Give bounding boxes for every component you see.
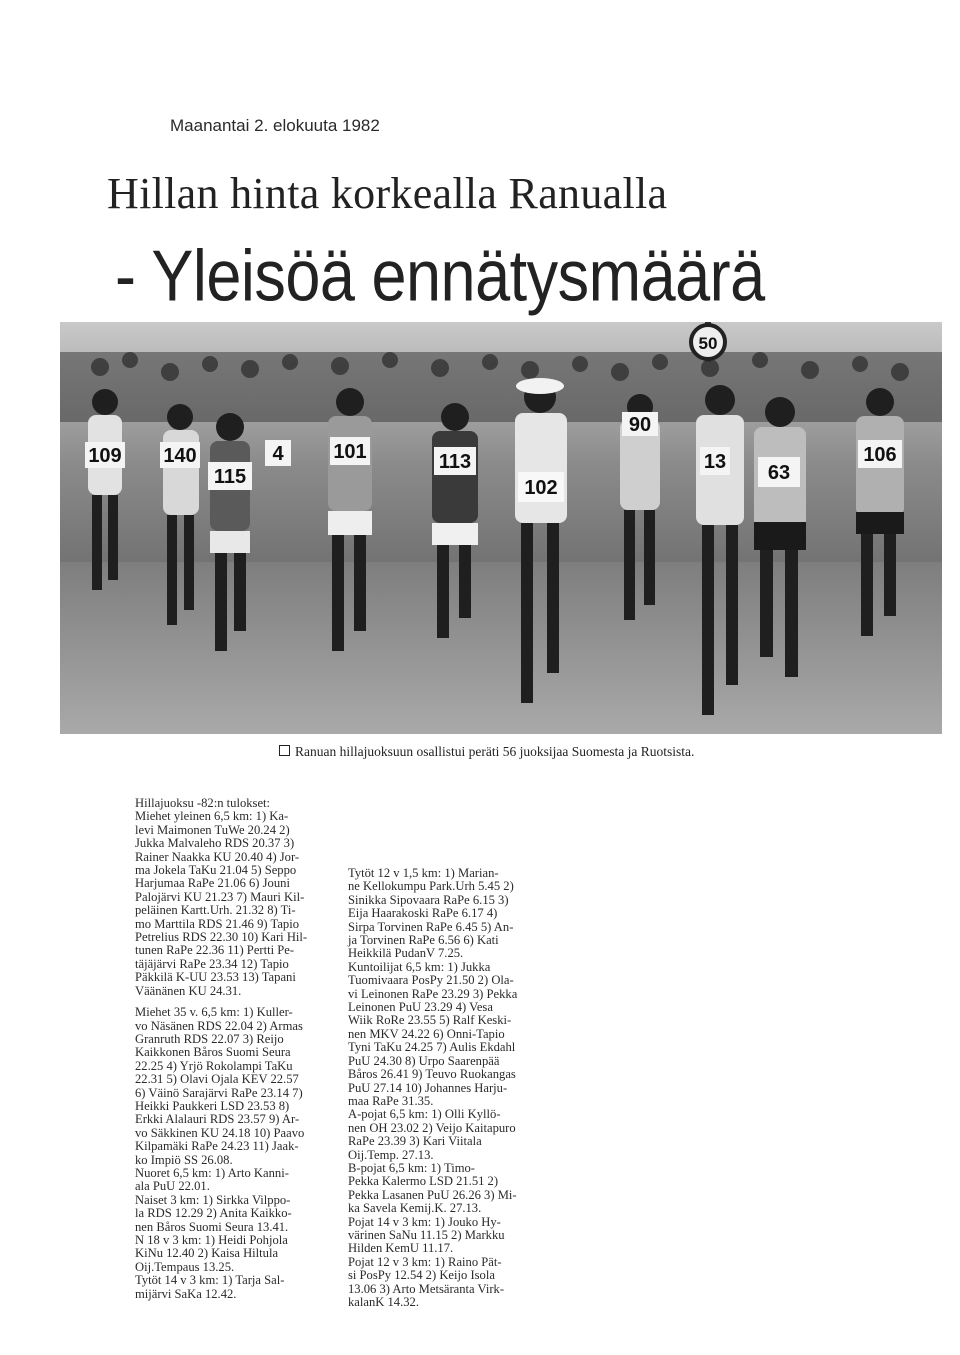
results-line: Harjumaa RaPe 21.06 6) Jouni: [135, 876, 290, 891]
results-line: la RDS 12.29 2) Anita Kaikko-: [135, 1206, 292, 1221]
bib-113: 113: [438, 451, 472, 473]
dateline: Maanantai 2. elokuuta 1982: [170, 116, 380, 135]
bib-4: 4: [272, 443, 284, 465]
results-line: PuU 24.30 8) Urpo Saarenpää: [348, 1053, 500, 1068]
results-column-1: [135, 797, 307, 1301]
results-line: Hilden KemU 11.17.: [348, 1241, 454, 1256]
results-line: Kilpamäki RaPe 24.23 11) Jaak-: [135, 1139, 299, 1154]
results-line: si PosPy 12.54 2) Keijo Isola: [348, 1268, 495, 1283]
results-line: Leinonen PuU 23.29 4) Vesa: [348, 1000, 493, 1015]
results-line: Miehet 35 v. 6,5 km: 1) Kuller-: [135, 1005, 293, 1020]
results-line: vo Näsänen RDS 22.04 2) Armas: [135, 1018, 303, 1033]
headline-sub: - Yleisöä ennätysmäärä: [115, 236, 765, 317]
bib-90: 90: [628, 414, 652, 436]
results-line: Jukka Malvaleho RDS 20.37 3): [135, 836, 295, 851]
photo-caption: [279, 744, 694, 760]
caption-text: Ranuan hillajuoksuun osallistui peräti 56 juoksijaa Suomesta ja Ruotsista.: [295, 744, 695, 759]
results-line: Palojärvi KU 21.23 7) Mauri Kil-: [135, 889, 305, 904]
bib-106: 106: [863, 444, 897, 466]
results-line: Rainer Naakka KU 20.40 4) Jor-: [135, 849, 300, 864]
results-line: täjäjärvi RaPe 23.34 12) Tapio: [135, 956, 289, 971]
race-photo: [60, 322, 942, 734]
results-line: värinen SaNu 11.15 2) Markku: [348, 1227, 505, 1242]
results-line: Väänänen KU 24.31.: [135, 983, 242, 998]
results-line: ne Kellokumpu Park.Urh 5.45 2): [348, 879, 514, 894]
results-line: Tytöt 12 v 1,5 km: 1) Marian-: [348, 866, 499, 880]
results-line: Naiset 3 km: 1) Sirkka Vilppo-: [135, 1192, 291, 1207]
results-line: ko Impiö SS 26.08.: [135, 1152, 233, 1167]
results-line: Eija Haarakoski RaPe 6.17 4): [348, 906, 498, 921]
results-line: nen MKV 24.22 6) Onni-Tapio: [348, 1026, 505, 1041]
results-line: PuU 27.14 10) Johannes Harju-: [348, 1080, 508, 1095]
results-line: peläinen Kartt.Urh. 21.32 8) Ti-: [135, 903, 296, 918]
results-line: Pojat 14 v 3 km: 1) Jouko Hy-: [348, 1214, 501, 1229]
bib-115: 115: [213, 466, 247, 488]
bib-13: 13: [703, 451, 727, 473]
results-line: Tytöt 14 v 3 km: 1) Tarja Sal-: [135, 1273, 285, 1288]
results-line: Tuomivaara PosPy 21.50 2) Ola-: [348, 973, 514, 988]
results-column-2: [348, 867, 517, 1309]
results-line: N 18 v 3 km: 1) Heidi Pohjola: [135, 1233, 288, 1247]
results-line: Pojat 12 v 3 km: 1) Raino Pät-: [348, 1254, 502, 1269]
results-line: ala PuU 22.01.: [135, 1179, 210, 1194]
results-line: Kuntoilijat 6,5 km: 1) Jukka: [348, 959, 491, 974]
results-line: KiNu 12.40 2) Kaisa Hiltula: [135, 1246, 279, 1261]
results-line: Sinikka Sipovaara RaPe 6.15 3): [348, 892, 509, 907]
results-line: Tyni TaKu 24.25 7) Aulis Ekdahl: [348, 1040, 516, 1055]
results-line: Erkki Alalauri RDS 23.57 9) Ar-: [135, 1112, 300, 1127]
speed-sign-label: 50: [698, 334, 718, 353]
results-line: Granruth RDS 22.07 3) Reijo: [135, 1031, 284, 1046]
bib-102: 102: [524, 477, 558, 499]
results-line: Petrelius RDS 22.30 10) Kari Hil-: [135, 930, 308, 945]
results-line: 22.25 4) Yrjö Rokolampi TaKu: [135, 1058, 293, 1073]
results-line: Päkkilä K-UU 23.53 13) Tapani: [135, 970, 296, 985]
results-line: kalanK 14.32.: [348, 1295, 419, 1309]
results-line: 13.06 3) Arto Metsäranta Virk-: [348, 1281, 505, 1296]
results-line: mo Marttila RDS 21.46 9) Tapio: [135, 916, 299, 931]
results-line: Heikkilä PudanV 7.25.: [348, 946, 464, 961]
results-line: Heikki Paukkeri LSD 23.53 8): [135, 1098, 290, 1113]
results-line: 22.31 5) Olavi Ojala KEV 22.57: [135, 1072, 299, 1087]
bib-101: 101: [333, 441, 367, 463]
results-line: ja Torvinen RaPe 6.56 6) Kati: [348, 933, 499, 948]
results-line: Oij.Temp. 27.13.: [348, 1147, 434, 1162]
results-line: vo Säkkinen KU 24.18 10) Paavo: [135, 1125, 305, 1140]
results-line: ka Savela Kemij.K. 27.13.: [348, 1201, 482, 1216]
results-line: maa RaPe 31.35.: [348, 1093, 434, 1108]
results-line: nen OH 23.02 2) Veijo Kaitapuro: [348, 1120, 516, 1135]
results-line: Miehet yleinen 6,5 km: 1) Ka-: [135, 809, 289, 824]
results-line: vi Leinonen RaPe 23.29 3) Pekka: [348, 986, 518, 1001]
results-line: Oij.Tempaus 13.25.: [135, 1259, 235, 1274]
results-line: Båros 26.41 9) Teuvo Ruokangas: [348, 1067, 516, 1082]
results-line: Pekka Lasanen PuU 26.26 3) Mi-: [348, 1187, 517, 1202]
results-line: 6) Väinö Sarajärvi RaPe 23.14 7): [135, 1085, 303, 1100]
results-line: Hillajuoksu -82:n tulokset:: [135, 796, 271, 810]
results-line: nen Båros Suomi Seura 13.41.: [135, 1219, 289, 1234]
results-line: Sirpa Torvinen RaPe 6.45 5) An-: [348, 919, 514, 934]
results-line: B-pojat 6,5 km: 1) Timo-: [348, 1160, 476, 1175]
bib-63: 63: [767, 462, 791, 484]
headline-main: Hillan hinta korkealla Ranualla: [107, 169, 668, 218]
results-line: A-pojat 6,5 km: 1) Olli Kyllö-: [348, 1107, 501, 1122]
results-line: levi Maimonen TuWe 20.24 2): [135, 822, 290, 837]
results-line: Pekka Kalermo LSD 21.51 2): [348, 1174, 499, 1189]
caption-square-icon: [279, 745, 290, 756]
results-line: Kaikkonen Båros Suomi Seura: [135, 1045, 291, 1060]
bib-140: 140: [163, 445, 197, 467]
results-line: RaPe 23.39 3) Kari Viitala: [348, 1134, 482, 1149]
results-line: tunen RaPe 22.36 11) Pertti Pe-: [135, 943, 295, 958]
results-line: mijärvi SaKa 12.42.: [135, 1286, 237, 1301]
results-line: ma Jokela TaKu 21.04 5) Seppo: [135, 863, 297, 878]
bib-109: 109: [88, 445, 122, 467]
results-line: Wiik RoRe 23.55 5) Ralf Keski-: [348, 1013, 512, 1028]
results-line: Nuoret 6,5 km: 1) Arto Kanni-: [135, 1165, 289, 1180]
